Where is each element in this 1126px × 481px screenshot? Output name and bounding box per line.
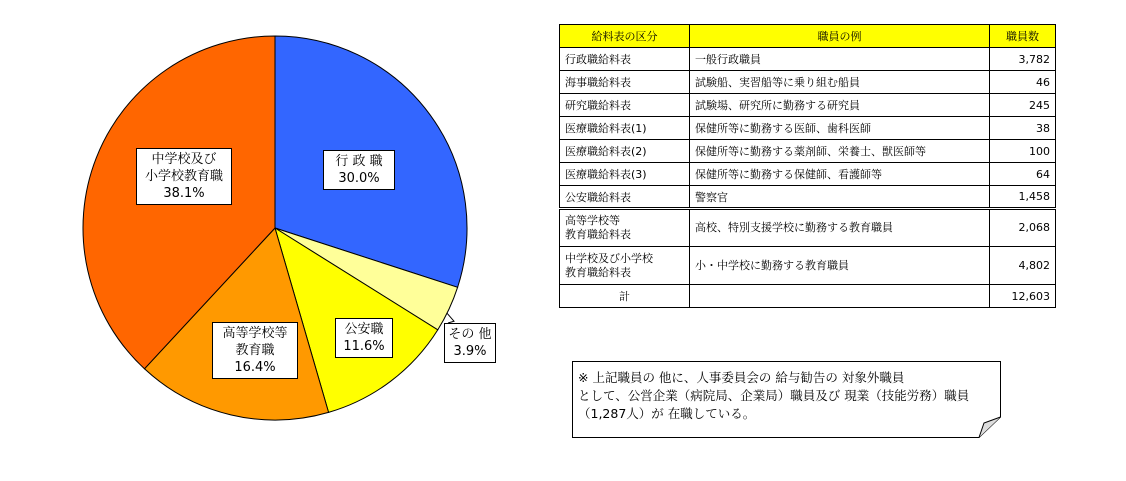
cell-category: 公安職給料表 <box>560 186 690 209</box>
table-row <box>560 163 1056 186</box>
cell-category-line: 中学校及び小学校 <box>565 251 653 265</box>
pie-leader-line <box>447 313 454 323</box>
note-line: ※ 上記職員の 他に、人事委員会の 給与勧告の 対象外職員 <box>578 370 905 385</box>
cell-example <box>690 285 990 308</box>
pie-slice-label-line: 小学校教育職 <box>144 169 223 184</box>
note-text <box>578 369 969 423</box>
table-row <box>560 94 1056 117</box>
cell-category: 医療職給料表(3) <box>560 163 690 186</box>
cell-example: 保健所等に勤務する保健師、看護師等 <box>690 163 990 186</box>
header-count: 職員数 <box>990 25 1056 48</box>
pie-slice-label <box>136 148 232 205</box>
cell-category <box>560 209 690 247</box>
cell-category-line: 教育職給料表 <box>565 228 631 241</box>
cell-category-line: 高等学校等 <box>565 214 620 227</box>
pie-slice-value-label: 30.0% <box>338 171 380 186</box>
cell-count: 245 <box>990 94 1056 117</box>
pie-slice-label-line: 教育職 <box>235 343 275 358</box>
table-row <box>560 117 1056 140</box>
cell-category <box>560 247 690 285</box>
cell-category: 研究職給料表 <box>560 94 690 117</box>
pie-slice-value-label: 3.9% <box>453 344 487 359</box>
pie-slice-value-label: 38.1% <box>163 186 205 201</box>
cell-total-count: 12,603 <box>990 285 1056 308</box>
table-row <box>560 71 1056 94</box>
cell-count: 38 <box>990 117 1056 140</box>
cell-category: 医療職給料表(1) <box>560 117 690 140</box>
table-row <box>560 209 1056 247</box>
cell-example: 小・中学校に勤務する教育職員 <box>690 247 990 285</box>
table-row <box>560 48 1056 71</box>
pie-slice-label-line: その 他 <box>448 327 492 342</box>
cell-count: 64 <box>990 163 1056 186</box>
pie-chart <box>0 0 560 481</box>
salary-table <box>559 24 1056 308</box>
cell-total-label: 計 <box>560 285 690 308</box>
cell-count: 100 <box>990 140 1056 163</box>
note-line: （1,287人）が 在職している。 <box>578 406 756 421</box>
cell-count: 4,802 <box>990 247 1056 285</box>
pie-slice-label-line: 公安職 <box>344 322 384 337</box>
pie-slice-label <box>323 150 395 190</box>
header-example: 職員の例 <box>690 25 990 48</box>
cell-category: 医療職給料表(2) <box>560 140 690 163</box>
cell-category: 海事職給料表 <box>560 71 690 94</box>
pie-slice-label <box>212 322 298 379</box>
pie-slice-label-line: 高等学校等 <box>222 326 288 341</box>
cell-count: 2,068 <box>990 209 1056 247</box>
pie-slice-label <box>335 318 393 358</box>
cell-example: 試験船、実習船等に乗り組む船員 <box>690 71 990 94</box>
pie-slice-label <box>444 323 496 363</box>
cell-count: 3,782 <box>990 48 1056 71</box>
cell-example: 保健所等に勤務する薬剤師、栄養士、獣医師等 <box>690 140 990 163</box>
pie-slice-value-label: 11.6% <box>343 339 385 354</box>
cell-example: 警察官 <box>690 186 990 209</box>
table-header-row <box>560 25 1056 48</box>
table-row <box>560 186 1056 209</box>
cell-category: 行政職給料表 <box>560 48 690 71</box>
table-row <box>560 247 1056 285</box>
pie-slice-label-line: 行 政 職 <box>335 154 383 169</box>
note-box <box>572 361 1001 438</box>
pie-slice-value-label: 16.4% <box>234 360 276 375</box>
cell-count: 46 <box>990 71 1056 94</box>
note-line: として、公営企業（病院局、企業局）職員及び 現業（技能労務）職員 <box>578 388 970 403</box>
cell-example: 一般行政職員 <box>690 48 990 71</box>
cell-example: 保健所等に勤務する医師、歯科医師 <box>690 117 990 140</box>
pie-leader-lines <box>447 313 454 323</box>
table-total-row <box>560 285 1056 308</box>
cell-example: 高校、特別支援学校に勤務する教育職員 <box>690 209 990 247</box>
cell-example: 試験場、研究所に勤務する研究員 <box>690 94 990 117</box>
cell-count: 1,458 <box>990 186 1056 209</box>
header-category: 給料表の区分 <box>560 25 690 48</box>
pie-slice-label-line: 中学校及び <box>151 152 217 167</box>
table-row <box>560 140 1056 163</box>
cell-category-line: 教育職給料表 <box>565 265 631 279</box>
